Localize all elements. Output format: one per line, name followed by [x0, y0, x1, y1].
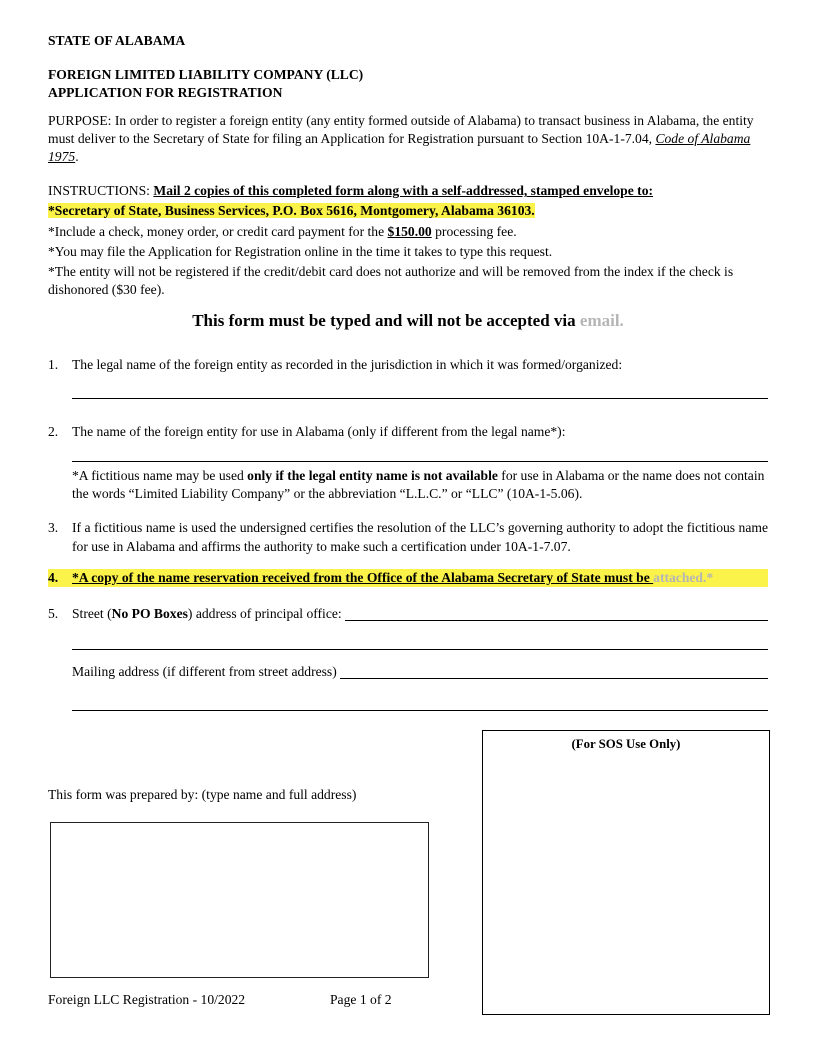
dishonored-check-line: *The entity will not be registered if the credit/debit card does not authorize and will be removed from the index if the check is dishonored ($30 fee).: [48, 264, 734, 298]
item-5-text-post: ) address of principal office:: [187, 605, 342, 621]
item-4-number: 4.: [48, 569, 59, 585]
prepared-by-label: This form was prepared by: (type name and full address): [48, 787, 357, 802]
item-2-text: The name of the foreign entity for use in Alabama (only if different from the legal name*):: [72, 423, 566, 439]
typed-notice-faded: email.: [575, 311, 624, 331]
street-address-blank-line-2[interactable]: [72, 649, 768, 650]
online-filing-line: *You may file the Application for Registration online in the time it takes to type this request.: [48, 243, 553, 259]
sos-use-only-box: [482, 730, 770, 1015]
form-title-line2: APPLICATION FOR REGISTRATION: [48, 85, 283, 101]
footer-version: Foreign LLC Registration - 10/2022: [48, 992, 246, 1007]
fee-text-post: processing fee.: [431, 223, 517, 239]
item-2-alabama-name: [48, 423, 768, 441]
alabama-name-blank-line[interactable]: [72, 461, 768, 462]
form-title-line1: FOREIGN LIMITED LIABILITY COMPANY (LLC): [48, 67, 364, 83]
mailing-address-row: [72, 663, 768, 681]
document-content: [48, 32, 768, 711]
item-3-text: If a fictitious name is used the undersigned certifies the resolution of the LLC’s governing authority to adopt the fictitious name for use in Alabama and affirms the authority to make such a certification under 10A-1-7.07.: [72, 520, 768, 554]
legal-name-blank-line[interactable]: [72, 398, 768, 399]
item-5-row: [72, 605, 768, 623]
typed-notice: [48, 310, 768, 332]
typed-notice-main: This form must be typed and will not be accepted via: [192, 311, 576, 331]
note-bold-text: only if the legal entity name is not available: [247, 467, 498, 483]
fee-line: [48, 223, 768, 241]
sos-mailing-address: *Secretary of State, Business Services, P.O. Box 5616, Montgomery, Alabama 36103.: [48, 203, 535, 219]
fictitious-name-note: [72, 467, 768, 503]
item-5-number: 5.: [48, 605, 59, 621]
item-2-number: 2.: [48, 423, 59, 439]
item-4-name-reservation: [48, 569, 768, 587]
mailing-address-highlight-line: [48, 202, 768, 220]
mailing-address-fill-line[interactable]: [340, 663, 768, 679]
item-4-text: [72, 569, 768, 587]
item-5-street-address: [48, 605, 768, 623]
mailing-address-blank-line-2[interactable]: [72, 710, 768, 711]
fee-amount: $150.00: [387, 223, 432, 239]
form-title: [48, 66, 768, 102]
footer-page-number: Page 1 of 2: [330, 992, 392, 1007]
item-4-highlighted-text: *A copy of the name reservation received from the Office of the Alabama Secretary of State must be: [72, 569, 654, 585]
code-reference: Code of Alabama 1975: [48, 130, 751, 165]
purpose-text: PURPOSE: In order to register a foreign entity (any entity formed outside of Alabama) to transact business in Alabama, the entity must deliver to the Secretary of State for filing an Application for Registration pursuant to Section 10A-1-7.04,: [48, 112, 754, 146]
purpose-paragraph: [48, 112, 768, 167]
no-po-boxes-text: No PO Boxes: [111, 605, 188, 621]
item-1-legal-name: [48, 356, 768, 374]
mailing-address-label: Mailing address (if different from street address): [72, 664, 337, 680]
note-text-post: for use in Alabama or the name does not contain the words “Limited Liability Company” or the abbreviation “L.L.C.” or “LLC” (10A-1-5.06).: [72, 467, 765, 502]
item-5-label: [72, 605, 342, 623]
prepared-by-box[interactable]: [50, 822, 429, 978]
fee-text-pre: *Include a check, money order, or credit card payment for the: [48, 223, 388, 239]
street-address-fill-line[interactable]: [345, 605, 768, 621]
note-text-pre: *A fictitious name may be used: [72, 467, 248, 483]
item-1-text: The legal name of the foreign entity as recorded in the jurisdiction in which it was formed/organized:: [72, 356, 623, 372]
purpose-tail: .: [75, 149, 79, 165]
sos-use-only-label: (For SOS Use Only): [571, 737, 681, 751]
item-1-number: 1.: [48, 356, 59, 372]
instructions-heading: [48, 182, 768, 200]
mail-instruction: Mail 2 copies of this completed form along with a self-addressed, stamped envelope to:: [153, 183, 654, 199]
item-5-text-pre: Street (: [72, 605, 112, 621]
item-4-faded-text: attached.*: [653, 569, 714, 585]
item-3-certification: [48, 519, 768, 555]
instructions-label: INSTRUCTIONS:: [48, 183, 154, 199]
item-3-number: 3.: [48, 520, 59, 536]
state-header: STATE OF ALABAMA: [48, 33, 186, 48]
